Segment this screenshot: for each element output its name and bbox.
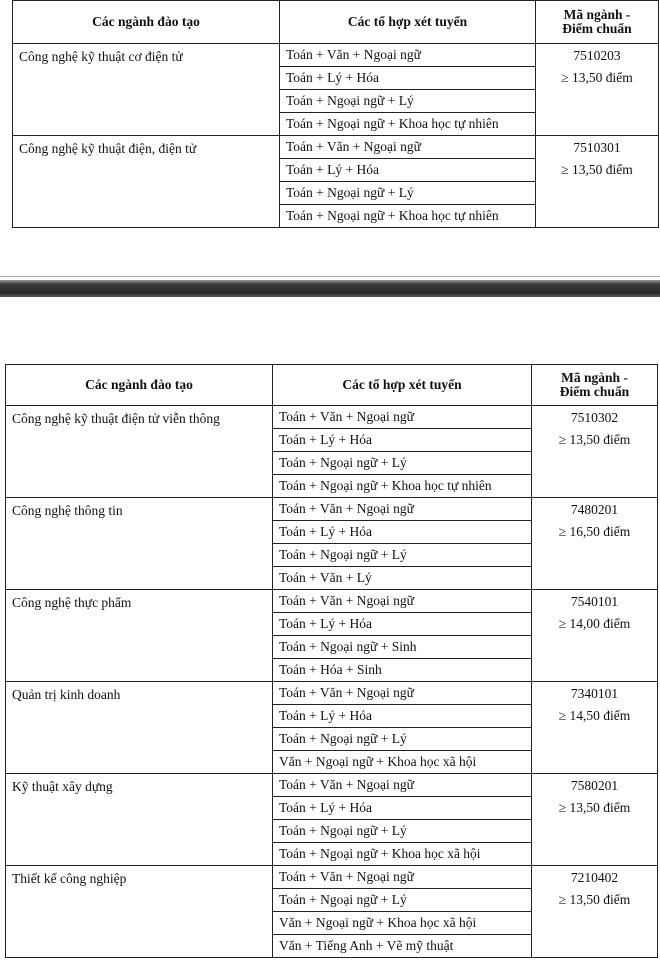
cutoff-score: ≥ 14,50 điểm <box>558 708 631 723</box>
subject-combination: Toán + Văn + Ngoại ngữ <box>280 44 536 67</box>
header-code-line2: Điểm chuẩn <box>562 21 632 36</box>
major-name: Kỹ thuật xây dựng <box>6 774 273 866</box>
code-score-cell <box>532 866 658 958</box>
major-code: 7480201 <box>570 502 619 517</box>
subject-combination: Toán + Lý + Hóa <box>273 797 532 820</box>
major-code: 7580201 <box>570 778 619 793</box>
table-row <box>6 498 658 521</box>
table-row <box>6 406 658 429</box>
page-divider <box>0 280 660 297</box>
table-row <box>6 590 658 613</box>
header-code-score <box>532 365 658 406</box>
major-name: Công nghệ thực phẩm <box>6 590 273 682</box>
code-score-cell <box>536 44 659 136</box>
subject-combination: Toán + Ngoại ngữ + Lý <box>273 728 532 751</box>
cutoff-score: ≥ 14,00 điểm <box>558 616 631 631</box>
code-score-cell <box>532 406 658 498</box>
subject-combination: Toán + Lý + Hóa <box>273 613 532 636</box>
table-row <box>13 136 659 159</box>
table-row <box>6 774 658 797</box>
subject-combination: Toán + Văn + Ngoại ngữ <box>273 682 532 705</box>
subject-combination: Toán + Ngoại ngữ + Khoa học tự nhiên <box>280 113 536 136</box>
table-row <box>13 44 659 67</box>
subject-combination: Toán + Ngoại ngữ + Lý <box>273 544 532 567</box>
major-code: 7540101 <box>570 594 619 609</box>
admission-table-top <box>12 0 659 228</box>
subject-combination: Toán + Lý + Hóa <box>273 429 532 452</box>
subject-combination: Toán + Ngoại ngữ + Lý <box>273 452 532 475</box>
cutoff-score: ≥ 13,50 điểm <box>561 70 633 85</box>
admission-table-bottom <box>5 364 658 958</box>
major-name: Thiết kế công nghiệp <box>6 866 273 958</box>
subject-combination: Toán + Ngoại ngữ + Sinh <box>273 636 532 659</box>
header-code-line1: Mã ngành - <box>561 370 628 385</box>
subject-combination: Toán + Lý + Hóa <box>273 521 532 544</box>
subject-combination: Văn + Tiếng Anh + Vẽ mỹ thuật <box>273 935 532 958</box>
subject-combination: Toán + Văn + Ngoại ngữ <box>273 866 532 889</box>
subject-combination: Toán + Văn + Ngoại ngữ <box>273 406 532 429</box>
subject-combination: Toán + Ngoại ngữ + Lý <box>273 820 532 843</box>
subject-combination: Toán + Lý + Hóa <box>280 67 536 90</box>
subject-combination: Toán + Ngoại ngữ + Lý <box>280 90 536 113</box>
major-code: 7210402 <box>570 870 619 885</box>
cutoff-score: ≥ 13,50 điểm <box>558 432 631 447</box>
code-score-cell <box>532 590 658 682</box>
code-score-cell <box>532 774 658 866</box>
major-code: 7510203 <box>573 48 621 63</box>
header-code-line2: Điểm chuẩn <box>559 384 630 399</box>
code-score-cell <box>532 682 658 774</box>
subject-combination: Toán + Văn + Ngoại ngữ <box>273 590 532 613</box>
header-code-line1: Mã ngành - <box>563 7 631 22</box>
subject-combination: Toán + Ngoại ngữ + Lý <box>273 889 532 912</box>
subject-combination: Toán + Hóa + Sinh <box>273 659 532 682</box>
header-code-score <box>536 1 659 44</box>
subject-combination: Toán + Văn + Lý <box>273 567 532 590</box>
subject-combination: Toán + Ngoại ngữ + Khoa học tự nhiên <box>273 475 532 498</box>
major-name: Quản trị kinh doanh <box>6 682 273 774</box>
cutoff-score: ≥ 13,50 điểm <box>558 892 631 907</box>
table-row <box>6 866 658 889</box>
major-name: Công nghệ thông tin <box>6 498 273 590</box>
header-major: Các ngành đào tạo <box>6 365 273 406</box>
subject-combination: Toán + Lý + Hóa <box>273 705 532 728</box>
code-score-cell <box>532 498 658 590</box>
major-code: 7510301 <box>573 140 621 155</box>
table-body <box>6 406 658 958</box>
subject-combination: Văn + Ngoại ngữ + Khoa học xã hội <box>273 912 532 935</box>
page-edge-line <box>0 276 660 277</box>
header-row <box>13 1 659 44</box>
header-row <box>6 365 658 406</box>
major-code: 7340101 <box>570 686 619 701</box>
subject-combination: Toán + Ngoại ngữ + Lý <box>280 182 536 205</box>
table-body <box>13 44 659 228</box>
subject-combination: Toán + Văn + Ngoại ngữ <box>280 136 536 159</box>
cutoff-score: ≥ 16,50 điểm <box>558 524 631 539</box>
major-code: 7510302 <box>570 410 619 425</box>
cutoff-score: ≥ 13,50 điểm <box>558 800 631 815</box>
major-name: Công nghệ kỹ thuật cơ điện tử <box>13 44 280 136</box>
header-combos: Các tổ hợp xét tuyển <box>273 365 532 406</box>
major-name: Công nghệ kỹ thuật điện, điện tử <box>13 136 280 228</box>
code-score-cell <box>536 136 659 228</box>
subject-combination: Văn + Ngoại ngữ + Khoa học xã hội <box>273 751 532 774</box>
table-row <box>6 682 658 705</box>
header-major: Các ngành đào tạo <box>13 1 280 44</box>
cutoff-score: ≥ 13,50 điểm <box>561 162 633 177</box>
header-combos: Các tổ hợp xét tuyển <box>280 1 536 44</box>
subject-combination: Toán + Văn + Ngoại ngữ <box>273 774 532 797</box>
subject-combination: Toán + Ngoại ngữ + Khoa học xã hội <box>273 843 532 866</box>
major-name: Công nghệ kỹ thuật điện tử viễn thông <box>6 406 273 498</box>
subject-combination: Toán + Lý + Hóa <box>280 159 536 182</box>
subject-combination: Toán + Văn + Ngoại ngữ <box>273 498 532 521</box>
subject-combination: Toán + Ngoại ngữ + Khoa học tự nhiên <box>280 205 536 228</box>
